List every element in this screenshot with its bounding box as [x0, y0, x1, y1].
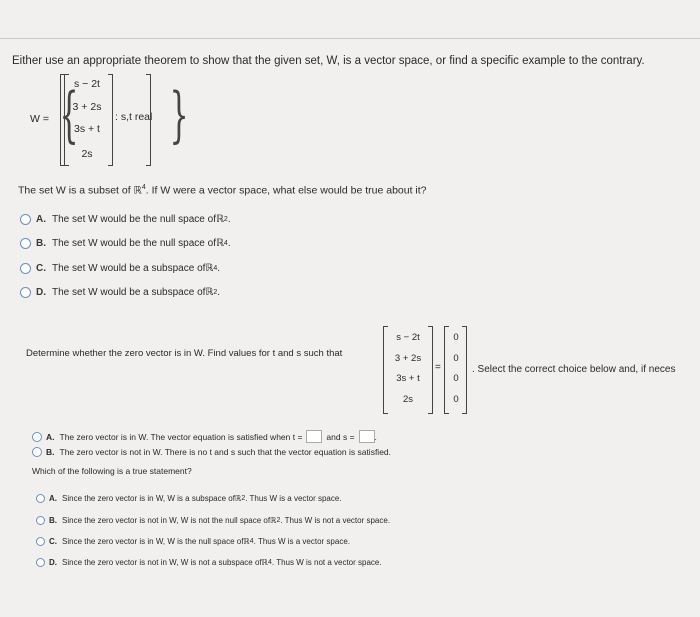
part3-option-d[interactable]: D. Since the zero vector is not in W, W is not a subspace of ℝ 4 . Thus W is not a vector space.	[36, 558, 382, 567]
question-prompt: Either use an appropriate theorem to show that the given set, W, is a vector space, or find a specific example to the contrary.	[12, 55, 645, 67]
p2-entry-3: 3s + t	[396, 373, 420, 384]
zero-bracket-right	[462, 326, 467, 414]
zero-entry-2: 0	[453, 353, 459, 364]
part3-prompt: Which of the following is a true statement?	[32, 466, 192, 476]
p2-entry-1: s − 2t	[396, 332, 420, 343]
top-divider	[0, 38, 700, 39]
part3-option-b[interactable]: B. Since the zero vector is not in W, W is not the null space of ℝ 2 . Thus W is not a vector space.	[36, 516, 390, 525]
part3-option-c[interactable]: C. Since the zero vector is in W, W is the null space of ℝ 4 . Thus W is a vector space.	[36, 537, 350, 546]
zero-entry-4: 0	[453, 394, 459, 405]
part1-option-c[interactable]: C. The set W would be a subspace of ℝ 4 .	[20, 263, 220, 274]
radio-icon[interactable]	[36, 558, 45, 567]
equals-sign: =	[435, 362, 441, 373]
part1-option-a[interactable]: A. The set W would be the null space of ℝ 2 .	[20, 214, 231, 225]
part2-option-a[interactable]: A. The zero vector is in W. The vector equation is satisfied when t = and s = .	[32, 430, 377, 443]
radio-icon[interactable]	[36, 494, 45, 503]
w-entry-4: 2s	[81, 148, 93, 160]
part2-option-b[interactable]: B. The zero vector is not in W. There is no t and s such that the vector equation is satisfied.	[32, 447, 391, 457]
radio-icon[interactable]	[32, 432, 42, 442]
zero-entry-1: 0	[453, 332, 459, 343]
radio-icon[interactable]	[20, 214, 31, 225]
s-input[interactable]	[359, 430, 375, 443]
part1-option-d[interactable]: D. The set W would be a subspace of ℝ 2 .	[20, 287, 220, 298]
t-input[interactable]	[306, 430, 322, 443]
w-entry-3: 3s + t	[74, 123, 100, 135]
w-entry-1: s − 2t	[74, 78, 100, 90]
radio-icon[interactable]	[36, 516, 45, 525]
select-instruction: . Select the correct choice below and, if neces	[472, 364, 676, 375]
radio-icon[interactable]	[32, 447, 42, 457]
right-brace: }	[169, 80, 189, 150]
radio-icon[interactable]	[20, 287, 31, 298]
part1-prompt: The set W is a subset of ℝ$^4$. If W were a vector space, what else would be true about it?	[18, 184, 427, 197]
p2-bracket-right	[428, 326, 433, 414]
radio-icon[interactable]	[36, 537, 45, 546]
condition: : s,t real	[115, 111, 153, 123]
p2-entry-4: 2s	[402, 394, 414, 405]
part1-option-b[interactable]: B. The set W would be the null space of ℝ 4 .	[20, 238, 231, 249]
w-label: W =	[30, 113, 49, 125]
part3-option-a[interactable]: A. Since the zero vector is in W, W is a subspace of ℝ 2 . Thus W is a vector space.	[36, 494, 342, 503]
zero-entry-3: 0	[453, 373, 459, 384]
p2-entry-2: 3 + 2s	[394, 353, 422, 364]
matrix-bracket-right	[108, 74, 113, 166]
left-brace: {	[59, 80, 79, 150]
real-symbol: ℝ	[133, 184, 142, 197]
radio-icon[interactable]	[20, 263, 31, 274]
outer-bracket-right	[146, 74, 151, 166]
radio-icon[interactable]	[20, 238, 31, 249]
w-entry-2: 3 + 2s	[72, 101, 102, 113]
part2-prompt: Determine whether the zero vector is in W. Find values for t and s such that	[26, 348, 343, 359]
